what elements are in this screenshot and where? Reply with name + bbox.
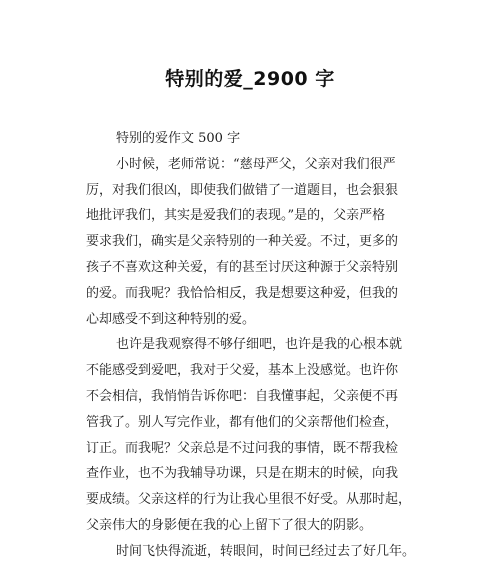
document-title: 特别的爱_2900 字 (165, 68, 335, 90)
text-line: 厉，对我们很凶，即使我们做错了一道题目，也会狠狠 (86, 182, 399, 198)
text-line: 订正。而我呢？父亲总是不过问我的事情，既不帮我检 (86, 440, 399, 456)
text-line: 查作业，也不为我辅导功课，只是在期末的时候，向我 (86, 466, 399, 482)
document-body (86, 126, 420, 565)
text-line: 要成绩。父亲这样的行为让我心里很不好受。从那时起， (86, 492, 412, 508)
text-line: 孩子不喜欢这种关爱，有的甚至讨厌这种源于父亲特别 (86, 259, 399, 275)
text-line: 也许是我观察得不够仔细吧，也许是我的心根本就 (116, 337, 403, 353)
text-line: 管我了。别人写完作业，都有他们的父亲帮他们检查， (86, 414, 399, 430)
text-line: 地批评我们，其实是爱我们的表现。”是的，父亲严格 (86, 208, 386, 224)
text-line: 父亲伟大的身影便在我的心上留下了很大的阴影。 (86, 517, 373, 533)
text-line: 心却感受不到这种特别的爱。 (86, 311, 256, 327)
text-line: 时间飞快得流逝，转眼间，时间已经过去了好几年。 (116, 543, 416, 559)
text-line: 不会相信，我悄悄告诉你吧：自我懂事起，父亲便不再 (86, 388, 399, 404)
text-line: 的爱。而我呢？我恰恰相反，我是想要这种爱，但我的 (86, 285, 399, 301)
text-line: 要求我们，确实是父亲特别的一种关爱。不过，更多的 (86, 234, 399, 250)
text-line: 小时候，老师常说：“慈母严父，父亲对我们很严 (116, 156, 396, 172)
text-line: 特别的爱作文 500 字 (116, 131, 241, 146)
text-line: 不能感受到爱吧，我对于父爱，基本上没感觉。也许你 (86, 363, 399, 379)
